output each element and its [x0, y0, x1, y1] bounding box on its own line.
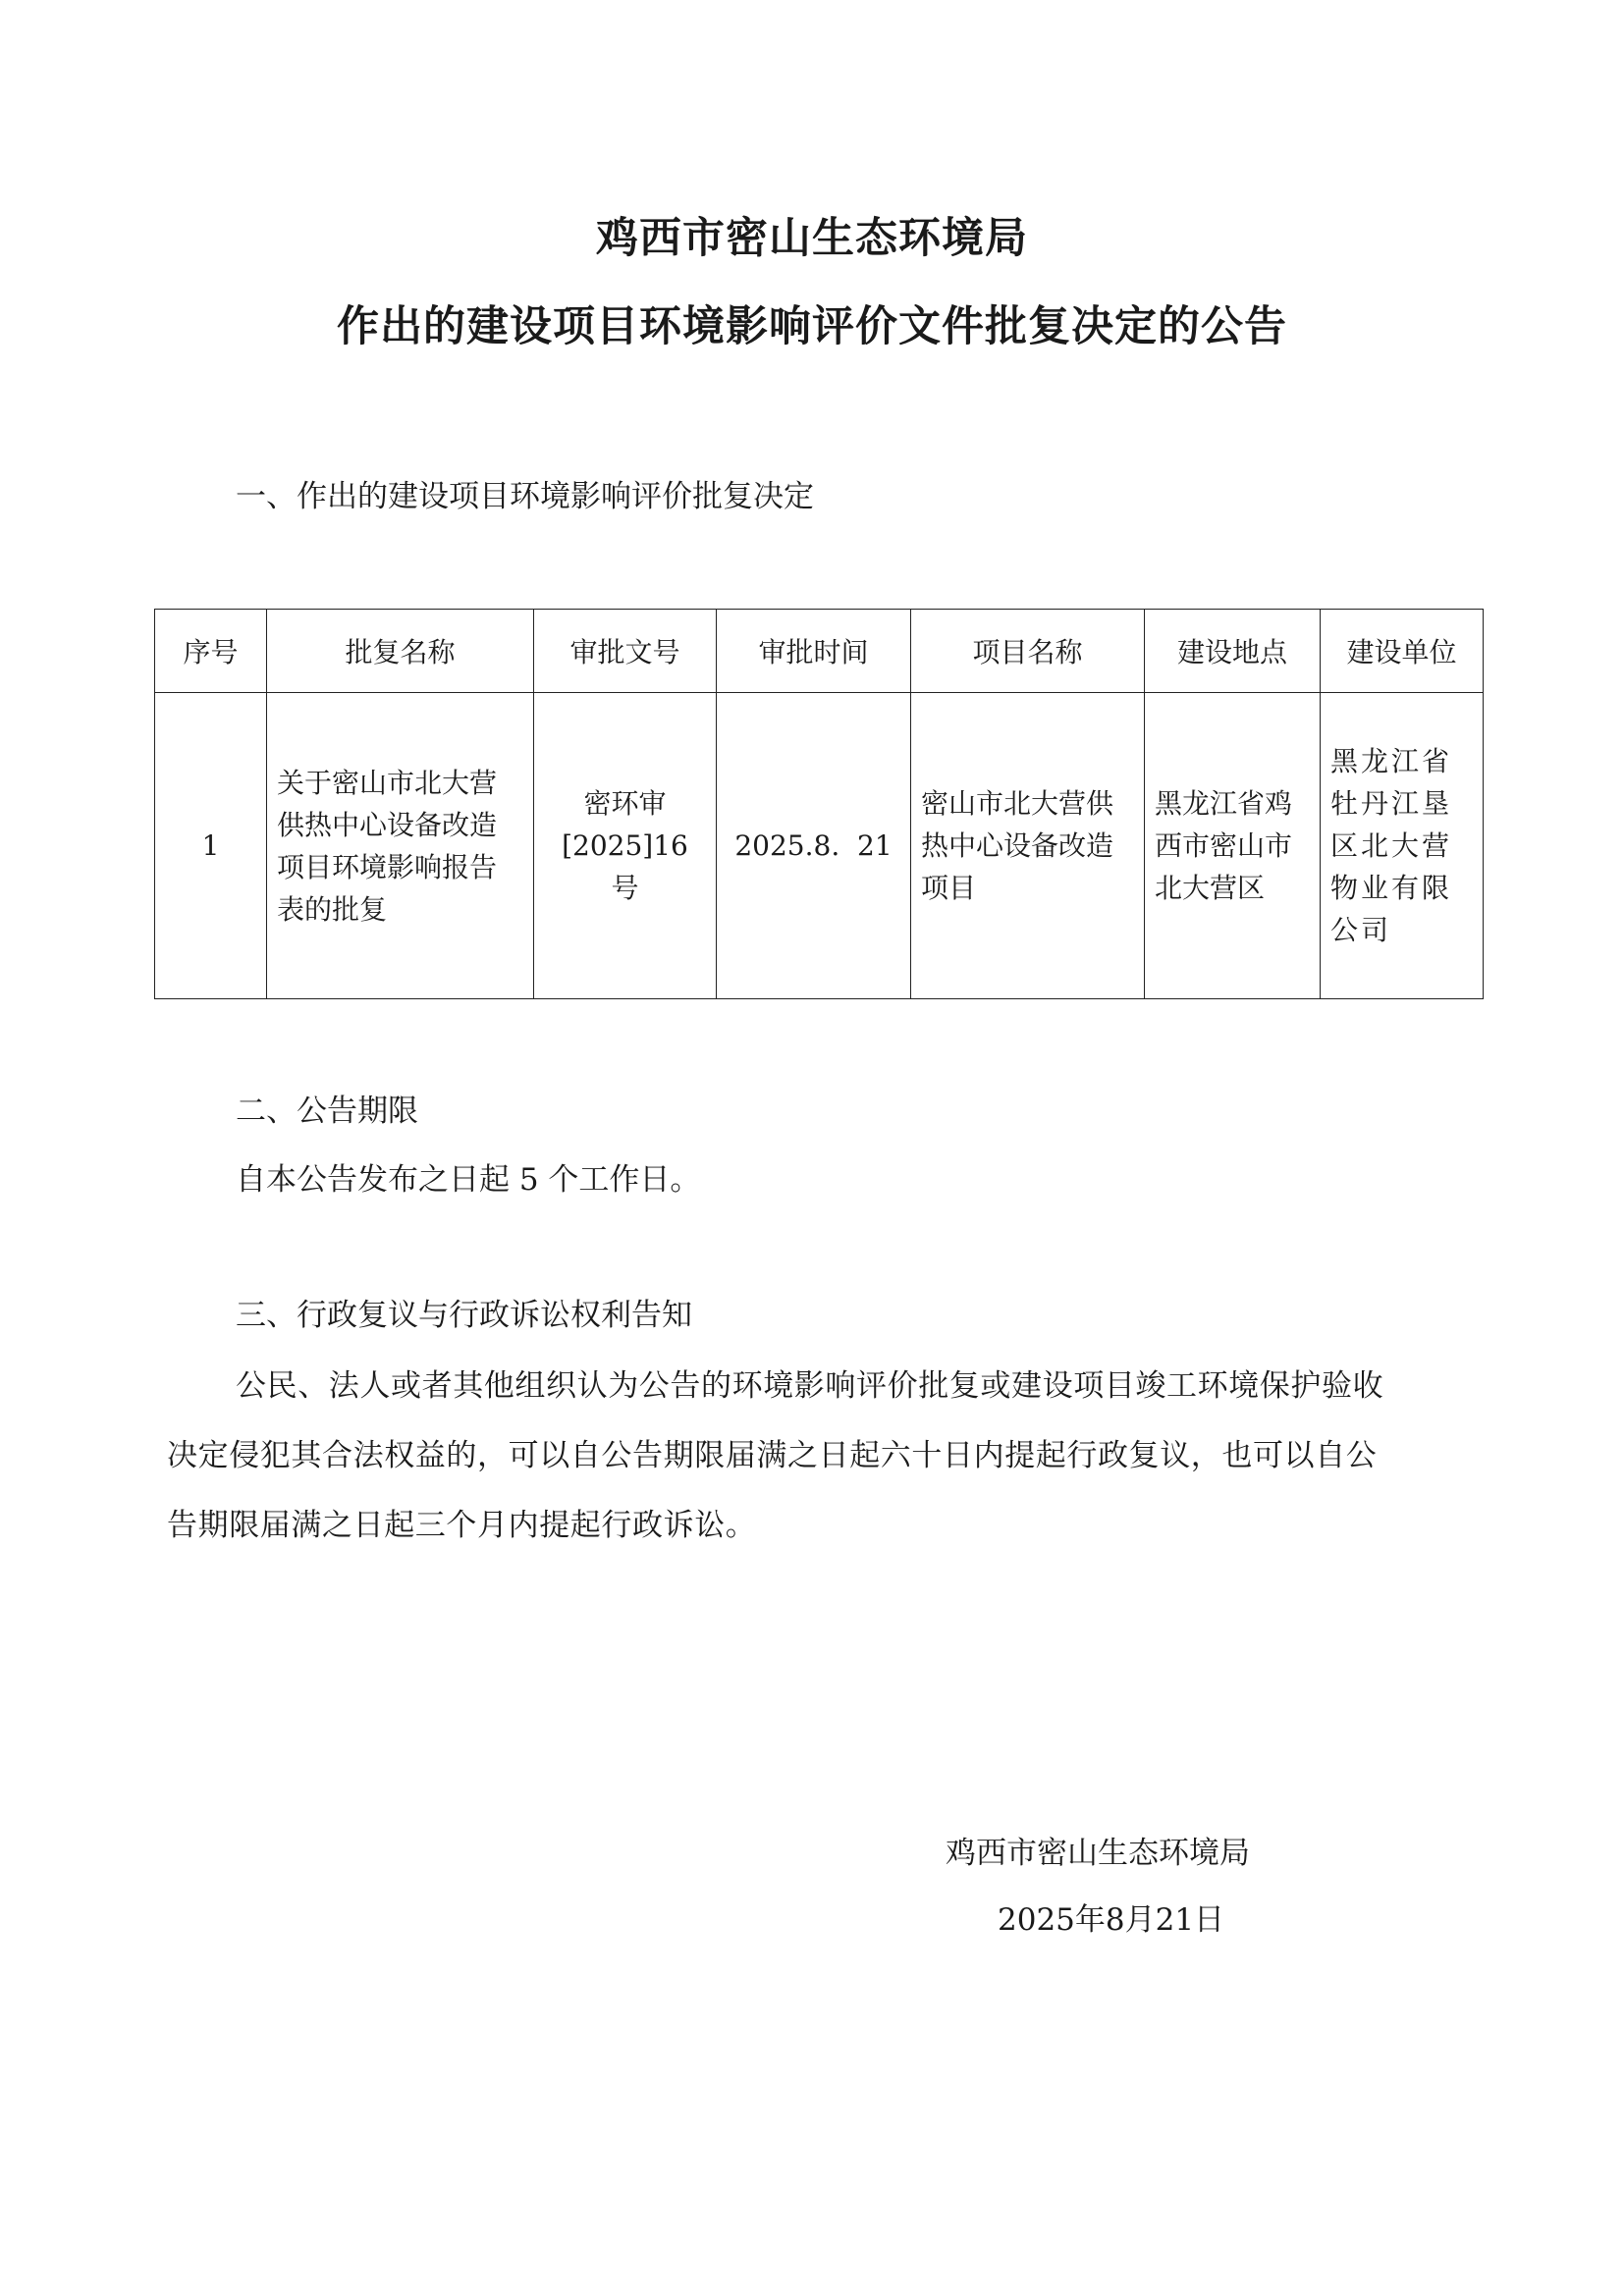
- column-header-doc-no: 审批文号: [534, 610, 717, 693]
- page-title-line-1: 鸡西市密山生态环境局: [596, 214, 1028, 263]
- column-header-approval-name: 批复名称: [267, 610, 534, 693]
- unit-line: 黑龙江省: [1330, 745, 1453, 777]
- project-name-line: 热中心设备改造: [921, 829, 1114, 862]
- doc-no-line: [2025]16 号: [562, 829, 688, 904]
- unit-line: 公司: [1330, 914, 1392, 946]
- cell-approval-name: [267, 693, 534, 999]
- section-3-body-line: 告期限届满之日起三个月内提起行政诉讼。: [167, 1508, 757, 1543]
- cell-unit: [1321, 693, 1484, 999]
- approval-name-line: 关于密山市北大营: [277, 766, 498, 799]
- column-header-unit: 建设单位: [1321, 610, 1484, 693]
- approval-name-line: 项目环境影响报告: [277, 850, 498, 883]
- section-3-body-line: 公民、法人或者其他组织认为公告的环境影响评价批复或建设项目竣工环境保护验收: [236, 1368, 1384, 1404]
- signature-date: 2025年8月21日: [998, 1902, 1225, 1938]
- column-header-project-name: 项目名称: [911, 610, 1145, 693]
- section-2-heading: 二、公告期限: [236, 1094, 418, 1129]
- location-line: 黑龙江省鸡: [1155, 787, 1293, 820]
- cell-project-name: [911, 693, 1145, 999]
- location-line: 北大营区: [1155, 872, 1266, 904]
- unit-line: 牡丹江垦: [1330, 787, 1453, 820]
- cell-location: [1145, 693, 1321, 999]
- section-1-heading: 一、作出的建设项目环境影响评价批复决定: [236, 479, 814, 514]
- date-text: 2025.8. 21: [734, 829, 893, 862]
- location-line: 西市密山市: [1155, 829, 1293, 862]
- approval-name-line: 表的批复: [277, 892, 388, 926]
- doc-no-line: 密环审: [583, 787, 667, 820]
- column-header-location: 建设地点: [1145, 610, 1321, 693]
- column-header-date: 审批时间: [717, 610, 911, 693]
- page-title-line-2: 作出的建设项目环境影响评价文件批复决定的公告: [337, 302, 1287, 351]
- section-2-body: 自本公告发布之日起 5 个工作日。: [236, 1162, 701, 1198]
- table-row: [155, 693, 1484, 999]
- section-3-body-line: 决定侵犯其合法权益的，可以自公告期限届满之日起六十日内提起行政复议，也可以自公: [167, 1438, 1378, 1473]
- unit-line: 区北大营: [1330, 829, 1453, 862]
- approval-name-line: 供热中心设备改造: [277, 808, 498, 841]
- project-name-line: 密山市北大营供: [921, 787, 1114, 820]
- cell-index: 1: [155, 693, 267, 999]
- signature-org: 鸡西市密山生态环境局: [946, 1836, 1250, 1871]
- unit-line: 物业有限: [1330, 872, 1453, 904]
- table-header-row: [155, 610, 1484, 693]
- section-3-heading: 三、行政复议与行政诉讼权利告知: [236, 1298, 692, 1333]
- approval-table: [154, 609, 1484, 999]
- column-header-index: 序号: [155, 610, 267, 693]
- cell-date: [717, 693, 911, 999]
- project-name-line: 项目: [921, 872, 977, 904]
- cell-doc-no: [534, 693, 717, 999]
